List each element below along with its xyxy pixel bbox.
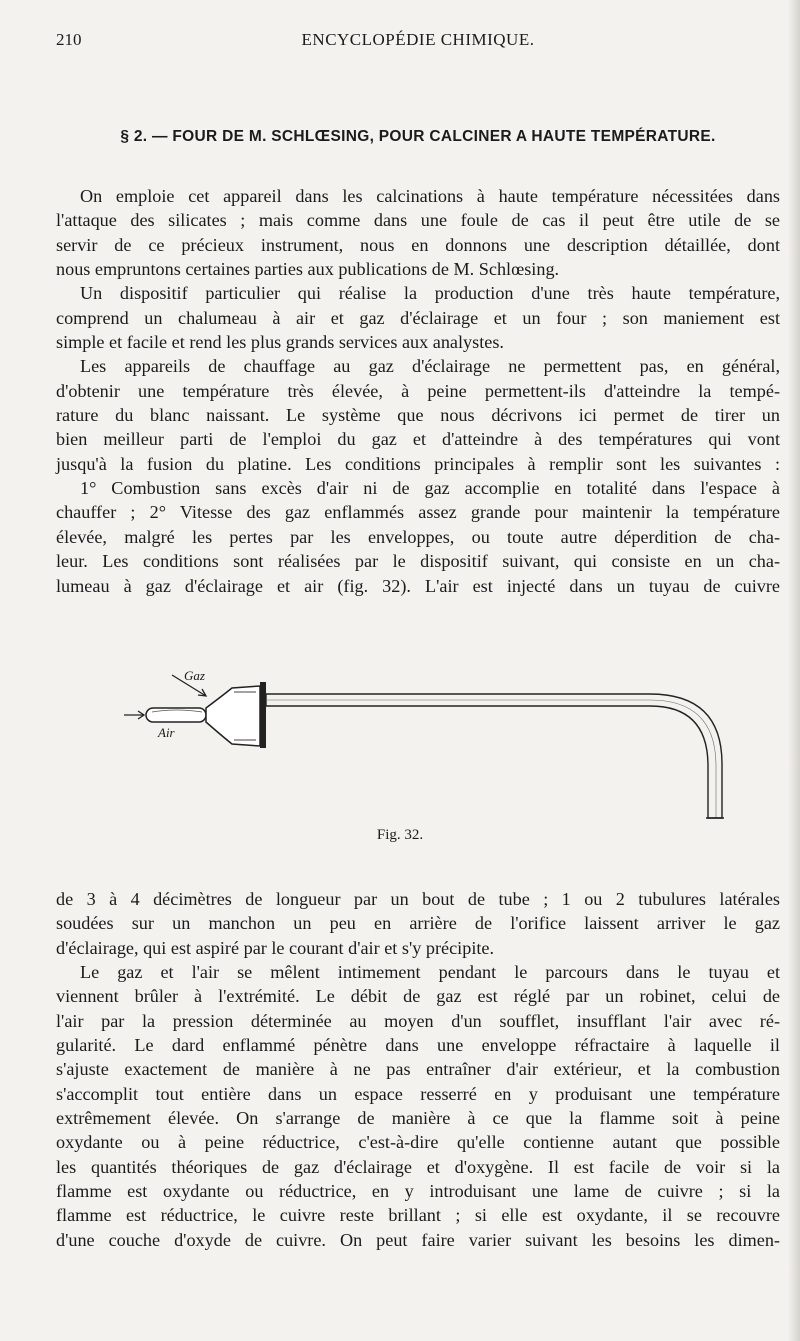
text-line: viennent brûler à l'extrémité. Le débit de gaz est réglé par un robinet, celui de [56, 986, 780, 1007]
text-line: flamme est réductrice, le cuivre reste brillant ; si elle est oxydante, il se recouvre [56, 1205, 780, 1226]
text-line: d'obtenir une température très élevée, à peine permettent-ils d'atteindre la tempé- [56, 380, 780, 401]
text-line: Les appareils de chauffage au gaz d'éclairage ne permettent pas, en général, [80, 356, 780, 377]
text-line: simple et facile et rend les plus grands services aux analystes. [56, 332, 504, 353]
blowpipe-drawing [110, 668, 740, 843]
text-line: jusqu'à la fusion du platine. Les conditions principales à remplir sont les suivantes : [56, 453, 780, 474]
body-text-upper [56, 184, 780, 598]
text-line: nous empruntons certaines parties aux publications de M. Schlœsing. [56, 259, 560, 280]
text-line: Un dispositif particulier qui réalise la production d'une très haute température, [80, 283, 780, 304]
text-line: s'accomplit tout entière dans un espace resserré en y produisant une température [56, 1083, 780, 1104]
text-line: de 3 à 4 décimètres de longueur par un bout de tube ; 1 ou 2 tubulures latérales [56, 889, 780, 909]
text-line: s'ajuste exactement de manière à ne pas entraîner d'air extérieur, et la combustion [56, 1059, 780, 1080]
text-line: oxydante ou à peine réductrice, c'est-à-dire qu'elle contienne autant que possible [56, 1132, 780, 1153]
text-line: gularité. Le dard enflammé pénètre dans une enveloppe réfractaire à laquelle il [56, 1035, 780, 1056]
text-line: les quantités théoriques de gaz d'éclairage et d'oxygène. Il est facile de voir si la [56, 1156, 780, 1177]
text-line: chauffer ; 2° Vitesse des gaz enflammés assez grande pour maintenir la température [56, 502, 780, 523]
section-title: § 2. — FOUR DE M. SCHLŒSING, POUR CALCINER A HAUTE TEMPÉRATURE. [120, 128, 716, 145]
text-line: l'air par la pression déterminée au moyen d'un soufflet, insufflant l'air avec ré- [56, 1010, 780, 1031]
text-line: Le gaz et l'air se mêlent intimement pendant le parcours dans le tuyau et [80, 962, 780, 983]
text-line: élevée, malgré les pertes par les enveloppes, ou toute autre déperdition de cha- [56, 526, 780, 547]
text-line: extrêmement élevée. On s'arrange de manière à ce que la flamme soit à peine [56, 1108, 780, 1129]
text-line: d'une couche d'oxyde de cuivre. On peut faire varier suivant les besoins les dimen- [56, 1229, 780, 1250]
gas-manchon [206, 686, 260, 746]
text-line: soudées sur un manchon un peu en arrière de l'orifice laissent arriver le gaz [56, 913, 780, 934]
text-line: On emploie cet appareil dans les calcinations à haute température nécessitées dans [80, 186, 780, 206]
text-line: flamme est oxydante ou réductrice, en y introduisant une lame de cuivre ; si la [56, 1181, 780, 1202]
page-header [56, 30, 780, 56]
page-edge-shadow [788, 0, 800, 1341]
air-label: Air [158, 725, 175, 740]
text-line: leur. Les conditions sont réalisées par le dispositif suivant, qui consiste en un cha- [56, 551, 780, 572]
page-number: 210 [56, 30, 82, 49]
text-line: 1° Combustion sans excès d'air ni de gaz accomplie en totalité dans l'espace à [80, 478, 780, 499]
text-line: servir de ce précieux instrument, nous en donnons une description détaillée, dont [56, 234, 780, 255]
body-text-lower [56, 887, 780, 1252]
text-line: l'attaque des silicates ; mais comme dans une foule de cas il peut être utile de se [56, 210, 780, 231]
text-line: lumeau à gaz d'éclairage et air (fig. 32). L'air est injecté dans un tuyau de cuivre [56, 575, 780, 596]
figure-caption: Fig. 32. [376, 827, 424, 843]
text-line: d'éclairage, qui est aspiré par le courant d'air et s'y précipite. [56, 937, 495, 958]
text-line: comprend un chalumeau à air et gaz d'éclairage et un four ; son maniement est [56, 307, 780, 328]
curved-pipe [266, 694, 722, 818]
blowpipe-figure [110, 668, 740, 843]
gas-label: Gaz [184, 668, 205, 683]
text-line: rature du blanc naissant. Le système que nous décrivons ici permet de tirer un [56, 405, 780, 426]
text-line: bien meilleur parti de l'emploi du gaz et d'atteindre à des températures qui vont [56, 429, 780, 450]
running-head: ENCYCLOPÉDIE CHIMIQUE. [301, 30, 535, 49]
flange [260, 682, 266, 748]
